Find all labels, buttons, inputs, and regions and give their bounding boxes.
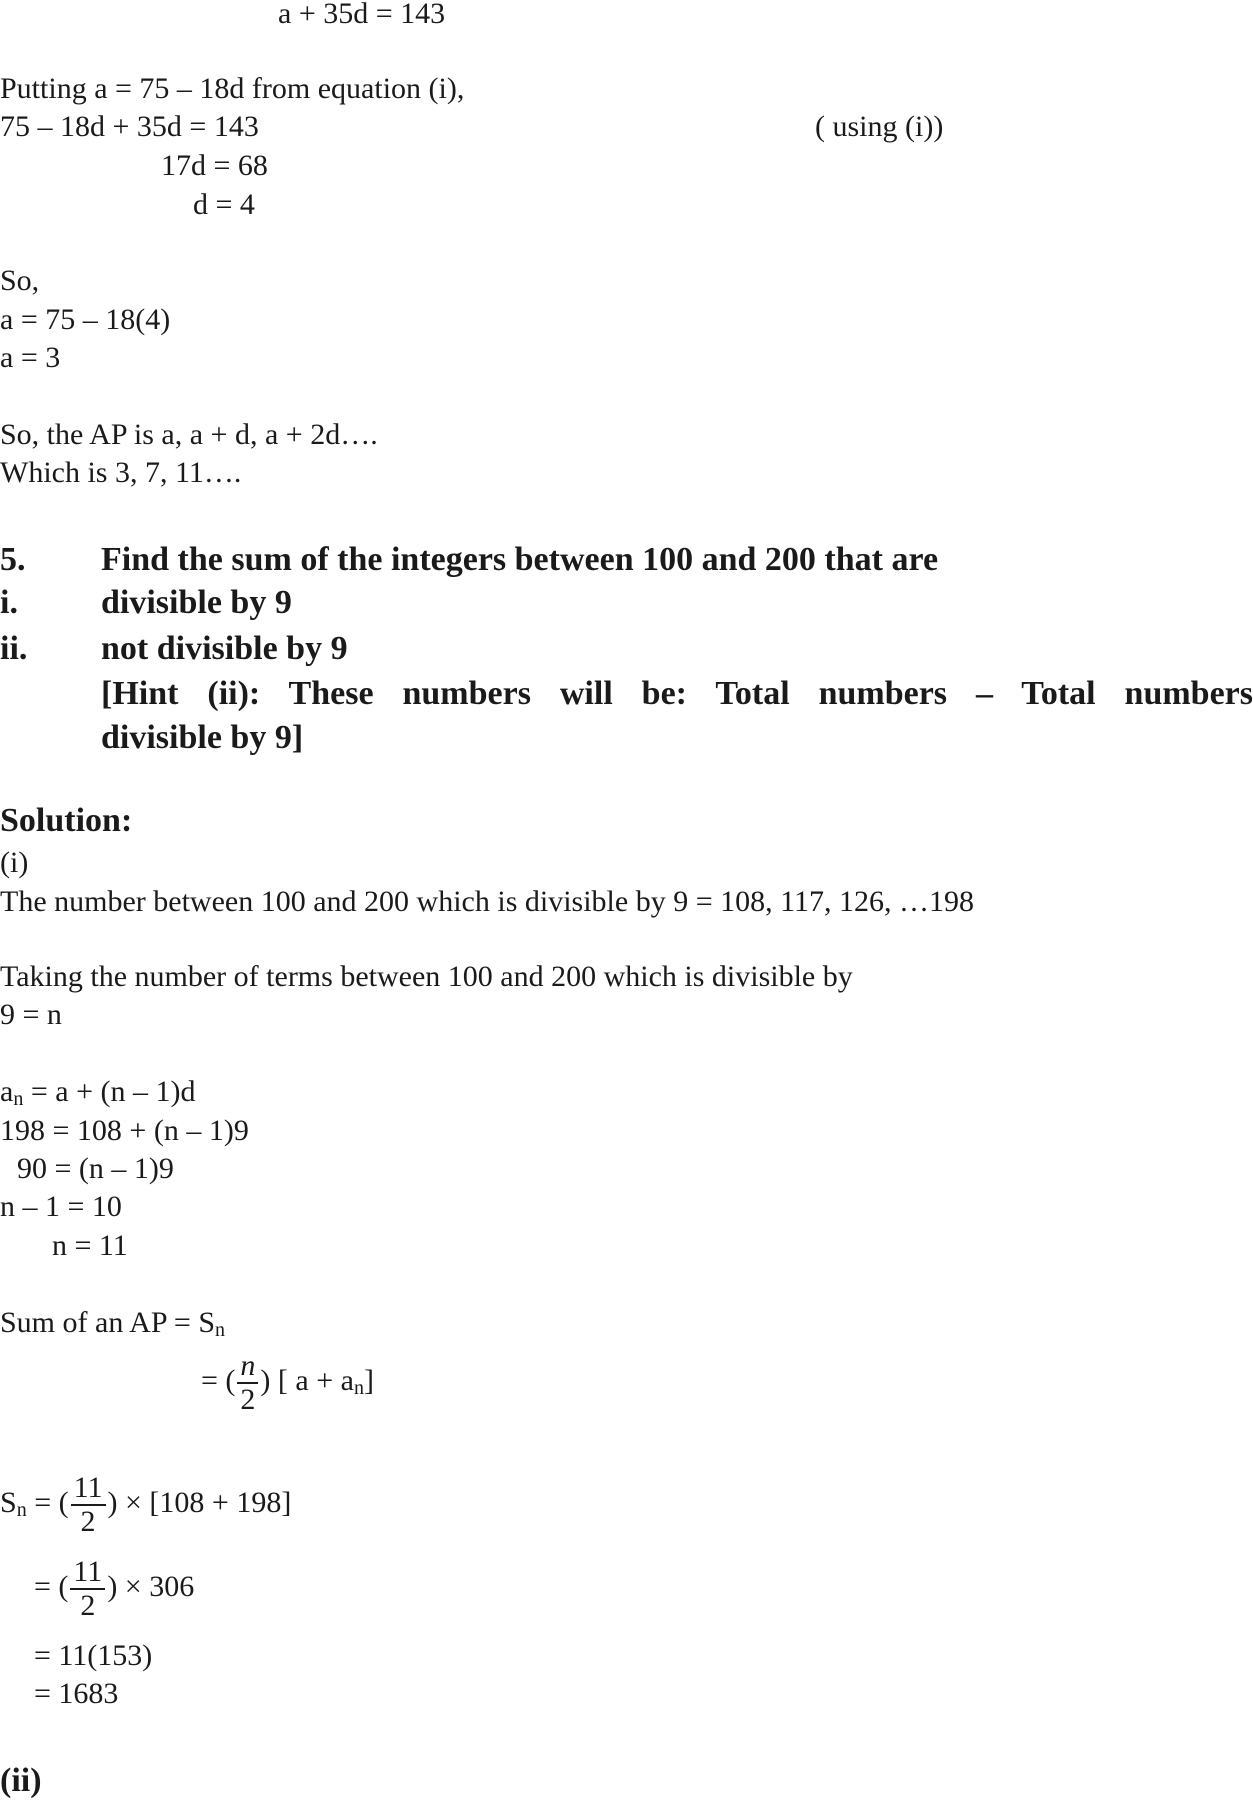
sub-question-label: ii. bbox=[0, 630, 28, 667]
numerator: 11 bbox=[70, 1556, 105, 1590]
term: ) × 306 bbox=[107, 1569, 195, 1603]
numerator: 11 bbox=[71, 1472, 106, 1506]
equation-line: 17d = 68 bbox=[161, 149, 268, 182]
question-number: 5. bbox=[0, 541, 26, 578]
equation-line: d = 4 bbox=[193, 188, 255, 221]
term: S bbox=[0, 1485, 17, 1519]
sum-label bbox=[0, 1305, 225, 1341]
fraction bbox=[237, 1350, 258, 1416]
sub-question-label: i. bbox=[0, 584, 18, 621]
text-line: 9 = n bbox=[0, 998, 62, 1031]
term: = ( bbox=[34, 1569, 69, 1603]
hint-line: divisible by 9] bbox=[101, 719, 304, 756]
subscript: n bbox=[13, 1088, 24, 1110]
text-line: So, bbox=[0, 264, 40, 297]
hint-line: [Hint (ii): These numbers will be: Total numbers – Total numbers bbox=[101, 675, 1253, 712]
equation-line: 75 – 18d + 35d = 143 bbox=[0, 110, 259, 143]
equation-line: a + 35d = 143 bbox=[278, 0, 446, 30]
sum-calculation bbox=[0, 1472, 291, 1538]
equation-line: a = 3 bbox=[0, 341, 61, 374]
term: Sum of an AP = S bbox=[0, 1306, 216, 1339]
subscript: n bbox=[353, 1376, 364, 1399]
term: = a + (n – 1)d bbox=[23, 1075, 196, 1108]
subscript: n bbox=[215, 1319, 226, 1341]
term: = ( bbox=[201, 1363, 236, 1397]
equation-line: 90 = (n – 1)9 bbox=[17, 1152, 174, 1185]
term: ] bbox=[363, 1363, 374, 1397]
denominator: 2 bbox=[80, 1589, 96, 1622]
sum-formula bbox=[201, 1350, 374, 1416]
term: a bbox=[0, 1075, 14, 1108]
text-line: Putting a = 75 – 18d from equation (i), bbox=[0, 72, 465, 105]
equation-line: n = 11 bbox=[52, 1229, 128, 1262]
term: ) × [108 + 198] bbox=[107, 1485, 292, 1519]
solution-heading: Solution: bbox=[0, 802, 133, 839]
sum-calculation bbox=[34, 1556, 194, 1622]
denominator: 2 bbox=[240, 1383, 256, 1416]
text-line: The number between 100 and 200 which is divisible by 9 = 108, 117, 126, …198 bbox=[0, 885, 975, 918]
subscript: n bbox=[16, 1498, 27, 1521]
fraction bbox=[71, 1472, 106, 1538]
sub-question-text: not divisible by 9 bbox=[101, 630, 348, 667]
numerator: n bbox=[237, 1350, 258, 1384]
sub-question-text: divisible by 9 bbox=[101, 584, 292, 621]
fraction bbox=[70, 1556, 105, 1622]
equation-line: = 11(153) bbox=[34, 1639, 153, 1672]
nth-term-formula bbox=[0, 1074, 195, 1110]
part-label: (i) bbox=[0, 846, 29, 879]
annotation: ( using (i)) bbox=[815, 110, 944, 143]
equation-line: = 1683 bbox=[34, 1677, 119, 1710]
equation-line: a = 75 – 18(4) bbox=[0, 303, 171, 336]
question-text: Find the sum of the integers between 100 and 200 that are bbox=[101, 541, 939, 578]
denominator: 2 bbox=[80, 1505, 96, 1538]
text-line: So, the AP is a, a + d, a + 2d…. bbox=[0, 418, 378, 451]
term: ) [ a + a bbox=[260, 1363, 354, 1397]
equation-line: n – 1 = 10 bbox=[0, 1190, 122, 1223]
part-label: (ii) bbox=[0, 1762, 42, 1799]
text-line: Which is 3, 7, 11…. bbox=[0, 456, 242, 489]
equation-line: 198 = 108 + (n – 1)9 bbox=[0, 1114, 249, 1147]
text-line: Taking the number of terms between 100 and 200 which is divisible by bbox=[0, 960, 853, 993]
term: = ( bbox=[26, 1485, 69, 1519]
